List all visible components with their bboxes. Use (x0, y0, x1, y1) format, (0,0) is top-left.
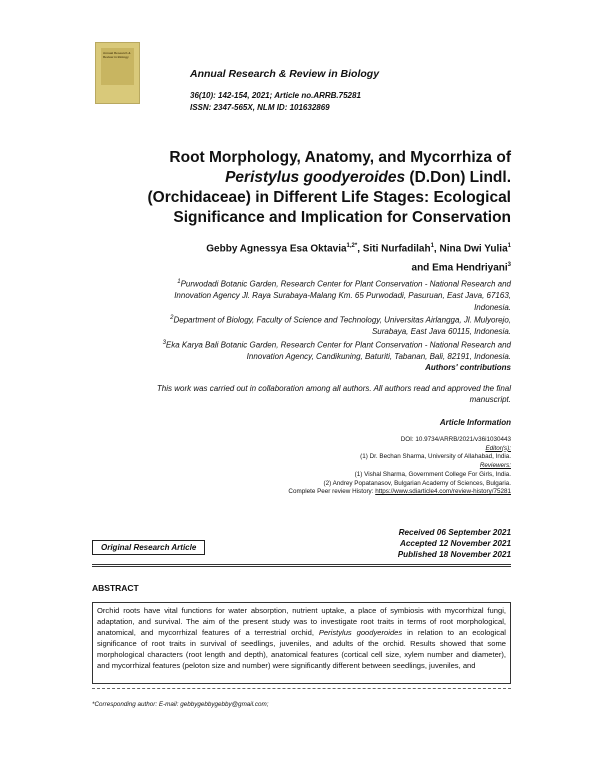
editor: (1) Dr. Bechan Sharma, University of Allahabad, India. (360, 453, 511, 461)
doi: DOI: 10.9734/ARRB/2021/v36i1030443 (400, 436, 511, 443)
abstract-heading: ABSTRACT (92, 583, 139, 593)
contributions-text (81, 383, 511, 405)
affil-text: Purwodadi Botanic Garden, Research Center for Plant Conservation - National Research and (180, 279, 511, 289)
publication-dates (398, 527, 511, 560)
divider (92, 564, 511, 565)
abstract-text: in relation to an ecological significance of root traits in survival of seedlings, juveniles, and adults of the orchid. Results showed that some morphological characters (root length and depth), anatomical features (cortical cell size, xylem number and diameter), and mycorrhizal features (peloton size and number) were significantly different between seedlings, juveniles, and (97, 628, 506, 670)
affil-mark: 2 (170, 315, 174, 322)
affil-text: Innovation Agency Jl. Raya Surabaya-Malang Km. 65 Purwodadi, Pasuruan, East Java, 67163, (174, 291, 511, 301)
review-history-link[interactable]: https://www.sdiarticle4.com/review-history/75281 (375, 488, 511, 496)
title-text: (D.Don) Lindl. (405, 169, 511, 186)
affil-mark: 3 (162, 339, 166, 346)
published-date: Published 18 November 2021 (397, 550, 511, 559)
journal-cover-thumbnail (95, 42, 140, 104)
contrib-line: manuscript. (469, 395, 511, 404)
author-name: , Siti Nurfadilah (357, 243, 431, 255)
contrib-line: This work was carried out in collaboration among all authors. All authors read and approved the final (156, 384, 511, 393)
article-info-heading: Article Information (439, 418, 511, 427)
footnote-divider (92, 688, 511, 689)
affil-mark: 1 (177, 279, 181, 285)
reviewers-label: Reviewers: (479, 462, 511, 470)
cover-title (103, 51, 131, 59)
paper-title (101, 148, 511, 228)
contributions-heading: Authors' contributions (425, 363, 511, 372)
reviewer: (1) Vishal Sharma, Government College For Girls, India. (354, 470, 511, 478)
author-name: Gebby Agnessya Esa Oktavia (206, 243, 347, 255)
author-affil-mark: 3 (507, 262, 511, 269)
author-affil-mark: 1 (507, 243, 511, 249)
title-line (101, 168, 511, 188)
affil-text: Indonesia. (474, 302, 511, 312)
author-name: and Ema Hendriyani (411, 262, 508, 274)
article-type-badge: Original Research Article (92, 540, 205, 555)
author-name: , Nina Dwi Yulia (433, 243, 508, 255)
abstract-species: Peristylus goodyeroides (318, 628, 403, 637)
title-species: Peristylus goodyeroides (225, 169, 406, 186)
editors-label: Editor(s): (485, 444, 511, 452)
history-label: Complete Peer review History: (288, 488, 376, 496)
affil-text: Eka Karya Bali Botanic Garden, Research Center for Plant Conservation - National Research and (165, 340, 511, 350)
affil-text: Innovation Agency, Candikuning, Baturiti, Tabanan, Bali, 82191, Indonesia. (246, 351, 511, 361)
title-line: (Orchidaceae) in Different Life Stages: Ecological (147, 189, 511, 206)
journal-volume: 36(10): 142-154, 2021; Article no.ARRB.75281 (190, 91, 361, 100)
article-info (131, 436, 511, 497)
divider (92, 566, 511, 567)
accepted-date: Accepted 12 November 2021 (399, 539, 511, 548)
title-line: Significance and Implication for Conservation (173, 209, 511, 226)
corresponding-author: *Corresponding author: E-mail: gebbygebbygebby@gmail.com; (92, 701, 269, 708)
cover-title-line: Review in Biology (103, 55, 129, 59)
cover-title-line: Annual Research & (103, 51, 131, 55)
title-line: Root Morphology, Anatomy, and Mycorrhiza of (169, 149, 511, 166)
received-date: Received 06 September 2021 (398, 528, 511, 537)
reviewer: (2) Andrey Popatanasov, Bulgarian Academy of Sciences, Bulgaria. (323, 479, 511, 487)
journal-name: Annual Research & Review in Biology (190, 68, 380, 80)
abstract-text: Orchid roots have vital functions for water absorption, nutrient uptake, a place of symbiosis with mycorrhizal fungi, adaptation, and survival. The aim of the present study was to investigate root traits in terms of root morphological, anatomical, and mycorrhizal features of a terrestrial orchid, (97, 606, 506, 637)
affil-text: Surabaya, East Java 60115, Indonesia. (371, 327, 511, 337)
affiliations (91, 277, 511, 362)
affil-text: Department of Biology, Faculty of Science and Technology, Universitas Airlangga, Jl. Mulyorejo, (173, 315, 511, 325)
author-affil-mark: 1,2* (346, 243, 358, 249)
author-affil-mark: 1 (430, 243, 434, 249)
author-list (91, 238, 511, 277)
journal-issn: ISSN: 2347-565X, NLM ID: 101632869 (190, 103, 330, 112)
abstract-box (92, 602, 511, 684)
